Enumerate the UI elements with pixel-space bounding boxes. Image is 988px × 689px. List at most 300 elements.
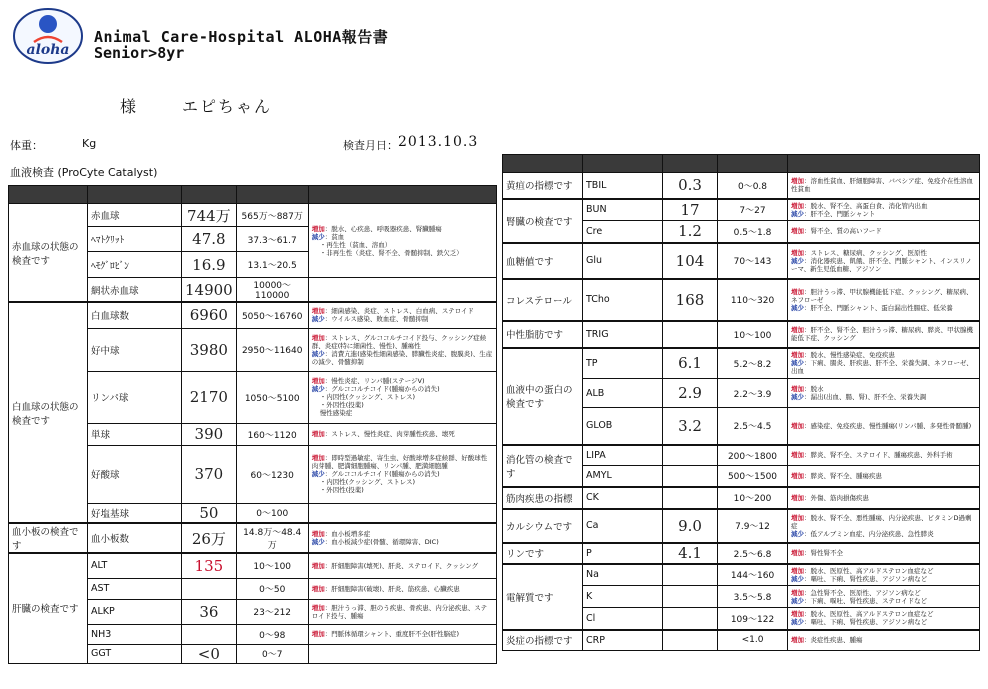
item-name: TBIL (583, 173, 663, 199)
blood-test-title: 血液検査 (ProCyte Catalyst) (10, 166, 158, 179)
result-value: 2.9 (663, 379, 718, 408)
item-name: Cl (583, 608, 663, 630)
report-title: Animal Care-Hospital ALOHA報告書 (94, 28, 389, 46)
notes (308, 578, 496, 599)
item-name: NH3 (88, 624, 182, 644)
increase-tag: 増加 (311, 454, 325, 462)
note-text: ：肝細胞障害(壊死)、肝炎、ステロイド、クッシング (324, 561, 479, 570)
group-label: 消化管の検査です (503, 445, 583, 487)
report-subtitle: Senior>8yr (94, 44, 185, 62)
note-line (791, 618, 976, 626)
note-line (312, 478, 493, 486)
note-text: ：下痢、嘔吐、腎性疾患、ステロイドなど (804, 596, 928, 605)
item-name: Ca (583, 509, 663, 543)
note-line (312, 385, 493, 393)
group-label: 肝臓の検査です (9, 553, 88, 663)
reference-range: 0～7 (236, 644, 308, 663)
reference-range: 10～200 (718, 487, 788, 509)
result-value: 16.9 (182, 252, 237, 278)
result-value: 6.1 (663, 348, 718, 379)
reference-range: 1050～5100 (236, 371, 308, 423)
note-line (312, 538, 493, 546)
table-header (9, 186, 497, 204)
exam-date-label: 検査月日： (343, 139, 398, 152)
item-name: ALKP (88, 599, 182, 624)
patient-line (120, 94, 272, 117)
item-name: P (583, 543, 663, 564)
note-text: ：グルココルチコイド(腫瘍からの消失) (324, 385, 440, 393)
result-value: 36 (182, 599, 237, 624)
reference-range: 2950～11640 (236, 328, 308, 371)
increase-tag: 増加 (791, 610, 804, 619)
note-line (791, 451, 976, 459)
note-line (791, 549, 976, 557)
item-name: 血小板数 (88, 523, 182, 553)
reference-range: 0～50 (236, 578, 308, 599)
note-line (791, 636, 976, 644)
decrease-tag: 減少 (311, 385, 325, 393)
note-text: ：外傷、筋肉損傷疾患 (804, 493, 869, 502)
reference-range: 7～27 (718, 199, 788, 221)
note-line (791, 210, 976, 218)
item-name: ﾍﾓｸﾞﾛﾋﾞﾝ (88, 252, 182, 278)
note-line (312, 470, 493, 478)
note-line (312, 249, 493, 257)
note-line (312, 530, 493, 538)
exam-date-value: 2013.10.3 (398, 134, 479, 150)
note-text: ：急性腎不全、医原性、アジソン病など (804, 588, 921, 597)
note-text: ：慢性炎症、リンパ腫(ステージV) (324, 377, 425, 385)
table-header (503, 155, 980, 173)
result-value (182, 578, 237, 599)
note-line (312, 409, 493, 417)
note-text: ：血小板増多症 (324, 530, 371, 538)
blood-test-table (8, 185, 497, 664)
note-line (312, 454, 493, 470)
note-line (791, 304, 976, 312)
result-value (663, 608, 718, 630)
increase-tag: 増加 (791, 421, 804, 430)
note-text: ：肝不全、腎不全、胆汁うっ滞、糖尿病、膵炎、甲状腺機能低下症、クッシング (791, 326, 973, 342)
result-value (663, 445, 718, 466)
decrease-tag: 減少 (791, 596, 804, 605)
notes (308, 302, 496, 328)
item-name: 網状赤血球 (88, 278, 182, 303)
note-text: ・外因性(投薬) (319, 401, 364, 409)
increase-tag: 増加 (791, 513, 804, 522)
note-line (312, 562, 493, 570)
note-line (312, 377, 493, 385)
note-text: ：ストレス、慢性炎症、肉芽腫性疾患、壊死 (324, 430, 455, 438)
reference-range: 200～1800 (718, 445, 788, 466)
note-text: ・非再生性（炎症、腎不全、骨髄抑制、鉄欠乏） (319, 248, 463, 257)
note-text: ：嘔吐、下痢、腎性疾患、アジソン病など (804, 574, 928, 583)
note-line (312, 430, 493, 438)
item-name: 単球 (88, 423, 182, 445)
note-text: ：脱水、慢性感染症、免疫疾患 (804, 351, 895, 360)
item-name: BUN (583, 199, 663, 221)
item-name: ﾍﾏﾄｸﾘｯﾄ (88, 227, 182, 252)
note-line (791, 494, 976, 502)
reference-range: 5.2～8.2 (718, 348, 788, 379)
decrease-tag: 減少 (791, 618, 804, 627)
result-value: 104 (663, 243, 718, 279)
note-text: ：脱水、心疾患、呼吸器疾患、腎臓腫瘍 (324, 224, 442, 233)
note-line (791, 359, 976, 375)
note-text: ：脱水 (804, 385, 824, 393)
note-text: ：低アルブミン血症、内分泌疾患、急性膵炎 (804, 529, 934, 538)
increase-tag: 増加 (791, 201, 804, 210)
reference-range: 0～98 (236, 624, 308, 644)
result-value: 3980 (182, 328, 237, 371)
note-line (312, 486, 493, 494)
increase-tag: 増加 (311, 377, 325, 385)
notes (788, 586, 980, 608)
result-value: 390 (182, 423, 237, 445)
notes (788, 379, 980, 408)
note-text: ：細菌感染、炎症、ストレス、白血病、ステロイド (324, 307, 474, 316)
decrease-tag: 減少 (791, 529, 804, 538)
notes (788, 279, 980, 321)
note-line (312, 604, 493, 620)
result-value: 0.3 (663, 173, 718, 199)
note-text: ：消化器疾患、飢餓、肝不全、門脈シャント、インスリノーマ、新生児低血糖、アジソン (791, 256, 972, 273)
notes (308, 553, 496, 578)
note-line (791, 472, 976, 480)
item-name: Na (583, 564, 663, 586)
note-text: ：門脈体循環シャント、重度肝不全(肝性脳症) (324, 630, 460, 638)
item-name: CRP (583, 630, 663, 651)
notes (308, 523, 496, 553)
note-text: ：肝細胞障害(破壊)、肝炎、筋疾患、心臓疾患 (324, 584, 460, 593)
result-value: 50 (182, 503, 237, 523)
reference-range: 2.5～4.5 (718, 408, 788, 445)
note-text: ：膵炎、腎不全、腫瘍疾患 (804, 471, 882, 480)
reference-range: 144～160 (718, 564, 788, 586)
reference-range: 0.5～1.8 (718, 221, 788, 243)
group-label: 炎症の指標です (503, 630, 583, 651)
group-label: 中性脂肪です (503, 321, 583, 348)
increase-tag: 増加 (791, 351, 804, 360)
note-line (791, 597, 976, 605)
increase-tag: 増加 (791, 588, 804, 597)
decrease-tag: 減少 (311, 349, 325, 358)
note-text: ・再生性（貧血、溶血） (319, 240, 392, 249)
note-text: ：腎不全、質の高いフード (804, 227, 882, 236)
notes (308, 423, 496, 445)
note-line (791, 249, 976, 257)
decrease-tag: 減少 (311, 315, 325, 324)
note-line (312, 225, 493, 233)
result-value: <0 (182, 644, 237, 663)
result-value: 9.0 (663, 509, 718, 543)
group-label: 血液中の蛋白の検査です (503, 348, 583, 445)
note-line (791, 514, 976, 530)
increase-tag: 増加 (311, 307, 325, 316)
item-name: Cre (583, 221, 663, 243)
notes (308, 328, 496, 371)
item-name: 白血球数 (88, 302, 182, 328)
decrease-tag: 減少 (311, 470, 325, 478)
notes (788, 173, 980, 199)
reference-range: 37.3～61.7 (236, 227, 308, 252)
note-text: ：感染症、免疫疾患、慢性腫瘍(リンパ腫、多発性骨髄腫) (804, 421, 972, 430)
increase-tag: 増加 (791, 177, 804, 186)
note-text: ：炎症性疾患、腫瘍 (804, 636, 863, 645)
increase-tag: 増加 (791, 287, 804, 296)
result-value: 744万 (182, 204, 237, 227)
decrease-tag: 減少 (311, 538, 325, 546)
result-value: 17 (663, 199, 718, 221)
notes (788, 408, 980, 445)
reference-range: 13.1～20.5 (236, 252, 308, 278)
note-line (312, 233, 493, 241)
note-line (791, 326, 976, 342)
item-name: TP (583, 348, 663, 379)
result-value: 4.1 (663, 543, 718, 564)
note-text: ：胆汁うっ滞、胆のう疾患、骨疾患、内分泌疾患、ステロイド投与、腫瘍 (311, 603, 488, 620)
note-line (791, 530, 976, 538)
result-value (182, 624, 237, 644)
svg-text:aloha: aloha (26, 42, 70, 58)
note-text: ：溶血性貧血、肝細胞障害、バベシア症、免疫介在性溶血性貧血 (791, 177, 973, 194)
item-name: GGT (88, 644, 182, 663)
group-label: 腎臓の検査です (503, 199, 583, 243)
increase-tag: 増加 (311, 584, 325, 593)
weight-unit: Kg (82, 137, 97, 150)
note-text: ・内因性(クッシング、ストレス) (319, 478, 416, 486)
notes (788, 564, 980, 586)
item-name: 赤血球 (88, 204, 182, 227)
increase-tag: 増加 (791, 549, 804, 557)
note-line (791, 422, 976, 430)
group-label: コレステロール (503, 279, 583, 321)
notes (788, 445, 980, 466)
note-text: ：嘔吐、下痢、腎性疾患、アジソン病など (804, 618, 928, 627)
note-line (791, 393, 976, 401)
reference-range: 565万～887万 (236, 204, 308, 227)
increase-tag: 増加 (311, 630, 325, 638)
note-text: ：血小板減少症(骨髄、循環障害、DIC) (324, 538, 439, 546)
item-name: ALB (583, 379, 663, 408)
note-text: ：貧血 (324, 232, 345, 241)
increase-tag: 増加 (311, 224, 325, 233)
reference-range: 110～320 (718, 279, 788, 321)
increase-tag: 増加 (311, 530, 325, 538)
note-line (791, 589, 976, 597)
note-text: ：胆汁うっ滞、甲状腺機能低下症、クッシング、糖尿病、ネフローゼ (791, 287, 973, 304)
note-text: ：脱水、腎不全、悪性腫瘍、内分泌疾患、ビタミンD過剰症 (791, 513, 972, 530)
group-label: 筋肉疾患の指標 (503, 487, 583, 509)
note-text: ：脱水、腎不全、高蛋白食、消化管内出血 (804, 201, 928, 210)
notes (788, 487, 980, 509)
increase-tag: 増加 (791, 636, 804, 645)
reference-range: 10～100 (718, 321, 788, 348)
item-name: AMYL (583, 466, 663, 487)
reference-range: 500～1500 (718, 466, 788, 487)
item-name: K (583, 586, 663, 608)
notes (788, 243, 980, 279)
note-text: ：ウイルス感染、敗血症、骨髄抑制 (324, 315, 429, 324)
item-name: Glu (583, 243, 663, 279)
group-label: 電解質です (503, 564, 583, 630)
reference-range: 23～212 (236, 599, 308, 624)
note-text: ：脱水、医原性、高アルドステロン血症など (804, 610, 934, 619)
result-value: 6960 (182, 302, 237, 328)
reference-range: 10000～110000 (236, 278, 308, 303)
note-line (312, 241, 493, 249)
weight-label: 体重： (10, 139, 43, 152)
notes (788, 348, 980, 379)
increase-tag: 増加 (791, 326, 804, 334)
result-value (663, 466, 718, 487)
note-text: ：肝不全、門脈シャント (804, 209, 876, 218)
result-value (663, 487, 718, 509)
item-name: GLOB (583, 408, 663, 445)
notes (308, 371, 496, 423)
notes (788, 630, 980, 651)
result-value: 135 (182, 553, 237, 578)
decrease-tag: 減少 (791, 574, 804, 583)
note-line (791, 202, 976, 210)
honorific: 様 (120, 97, 139, 116)
note-text: ：脱水、医原性、高アルドステロン血症など (804, 566, 934, 575)
note-line (791, 385, 976, 393)
group-label: カルシウムです (503, 509, 583, 543)
note-text: ：漏出(出血、腸、腎)、肝不全、栄養失調 (804, 393, 927, 401)
increase-tag: 増加 (791, 248, 804, 257)
result-value (663, 630, 718, 651)
decrease-tag: 減少 (791, 256, 804, 265)
increase-tag: 増加 (791, 227, 804, 236)
note-line (791, 567, 976, 575)
result-value: 370 (182, 445, 237, 503)
note-line (312, 315, 493, 323)
group-label: 血糖値です (503, 243, 583, 279)
note-line (312, 334, 493, 350)
note-text: ：消費亢進(感染性細菌感染、膵臓性炎症、腹膜炎)、生産の減少、骨髄抑制 (311, 349, 493, 366)
notes (308, 204, 496, 278)
note-line (791, 575, 976, 583)
increase-tag: 増加 (311, 603, 325, 612)
reference-range: 10～100 (236, 553, 308, 578)
result-value (663, 564, 718, 586)
note-line (312, 393, 493, 401)
decrease-tag: 減少 (791, 393, 804, 401)
note-line (791, 257, 976, 273)
note-text: ：肝不全、門脈シャント、蛋白漏出性腸症、低栄養 (804, 303, 953, 312)
notes (788, 509, 980, 543)
item-name: 好酸球 (88, 445, 182, 503)
decrease-tag: 減少 (311, 232, 325, 241)
note-line (791, 227, 976, 235)
result-value: 3.2 (663, 408, 718, 445)
group-label: 白血球の状態の検査です (9, 302, 88, 523)
increase-tag: 増加 (311, 333, 325, 342)
notes (788, 608, 980, 630)
item-name: 好中球 (88, 328, 182, 371)
note-text: ：ストレス、糖尿病、クッシング、医原性 (804, 248, 927, 257)
reference-range: 0～0.8 (718, 173, 788, 199)
reference-range: 7.9～12 (718, 509, 788, 543)
note-text: ・外因性(投薬) (319, 486, 364, 494)
reference-range: 5050～16760 (236, 302, 308, 328)
decrease-tag: 減少 (791, 359, 804, 368)
increase-tag: 増加 (311, 430, 325, 438)
increase-tag: 増加 (311, 561, 325, 570)
increase-tag: 増加 (791, 493, 804, 502)
result-value: 168 (663, 279, 718, 321)
result-value: 26万 (182, 523, 237, 553)
result-value (663, 321, 718, 348)
item-name: 好塩基球 (88, 503, 182, 523)
note-line (312, 630, 493, 638)
increase-tag: 増加 (791, 566, 804, 575)
group-label: 血小板の検査です (9, 523, 88, 553)
result-value: 1.2 (663, 221, 718, 243)
reference-range: 70～143 (718, 243, 788, 279)
notes (788, 199, 980, 221)
notes (788, 221, 980, 243)
result-value: 2170 (182, 371, 237, 423)
note-text: ：腎性腎不全 (804, 549, 843, 557)
notes (788, 321, 980, 348)
reference-range: 3.5～5.8 (718, 586, 788, 608)
note-text: 慢性感染症 (319, 409, 353, 417)
reference-range: 0～100 (236, 503, 308, 523)
result-value (663, 586, 718, 608)
reference-range: 160～1120 (236, 423, 308, 445)
notes (308, 445, 496, 503)
notes (308, 624, 496, 644)
decrease-tag: 減少 (791, 209, 804, 218)
note-line (791, 177, 976, 193)
notes (308, 599, 496, 624)
increase-tag: 増加 (791, 451, 804, 460)
reference-range: 2.5～6.8 (718, 543, 788, 564)
reference-range: 109～122 (718, 608, 788, 630)
patient-name: エピちゃん (182, 97, 273, 116)
note-line (312, 401, 493, 409)
group-label: 赤血球の状態の検査です (9, 204, 88, 303)
reference-range: 14.8万～48.4万 (236, 523, 308, 553)
result-value: 47.8 (182, 227, 237, 252)
group-label: 黄疸の指標です (503, 173, 583, 199)
note-text: ：ストレス、グルココルチコイド投与、クッシング症候群、炎症(特に細菌性、慢性)、腫瘍性 (311, 333, 487, 350)
item-name: LIPA (583, 445, 663, 466)
note-text: ：下痢、腸炎、肝疾患、肝不全、栄養失調、ネフローゼ、出血 (791, 359, 973, 376)
item-name: TCho (583, 279, 663, 321)
increase-tag: 増加 (791, 471, 804, 480)
item-name: TRIG (583, 321, 663, 348)
result-value: 14900 (182, 278, 237, 303)
reference-range: <1.0 (718, 630, 788, 651)
increase-tag: 増加 (791, 385, 804, 393)
item-name: ALT (88, 553, 182, 578)
note-text: ：即時型過敏症、寄生虫、好酸球増多症候群、好酸球性肉芽腫、肥満細胞腫瘍、リンパ腫、肥満細胞腫 (311, 454, 488, 470)
notes (788, 543, 980, 564)
notes (788, 466, 980, 487)
group-label: リンです (503, 543, 583, 564)
reference-range: 60～1230 (236, 445, 308, 503)
note-line (312, 585, 493, 593)
biochemistry-table (502, 154, 980, 651)
note-line (312, 350, 493, 366)
item-name: リンパ球 (88, 371, 182, 423)
note-line (791, 288, 976, 304)
hospital-logo (12, 6, 84, 66)
note-text: ：グルココルチコイド(腫瘍からの消失) (324, 470, 440, 478)
